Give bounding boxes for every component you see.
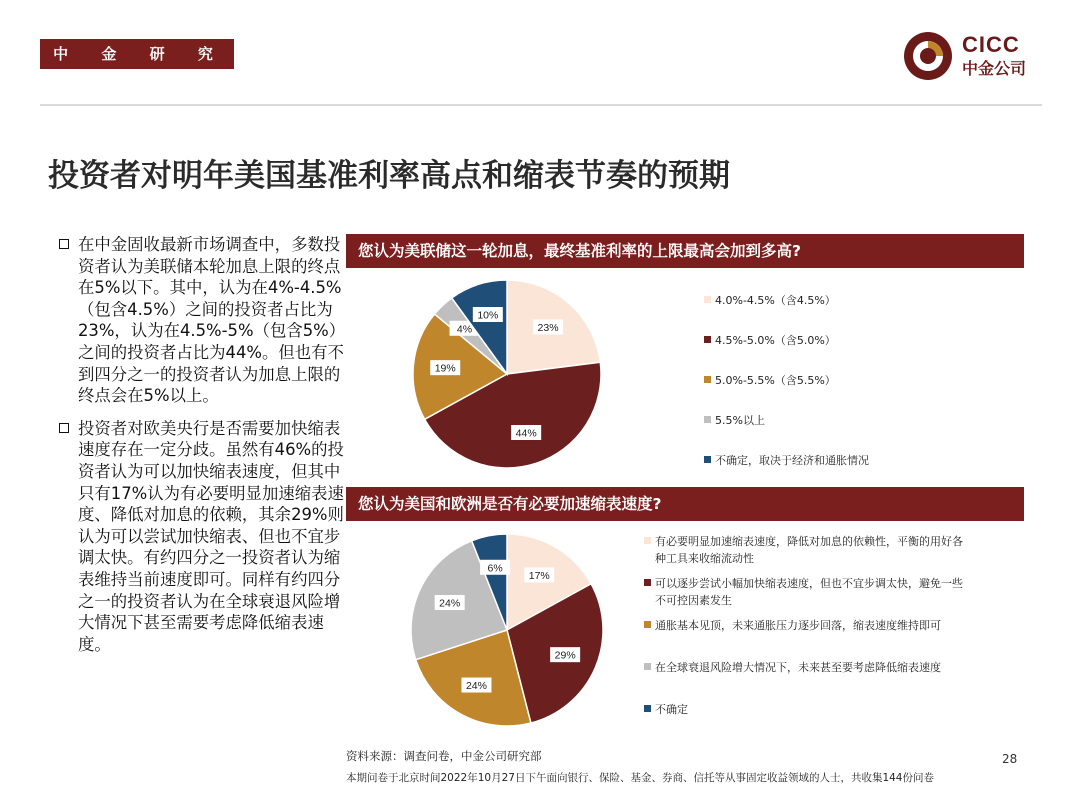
- legend-swatch: [704, 296, 711, 303]
- data-label: 10%: [477, 309, 499, 322]
- legend-label: 5.5%以上: [715, 414, 765, 427]
- legend-label: 在全球衰退风险增大情况下，未来甚至要考虑降低缩表速度: [655, 661, 941, 674]
- data-label: 24%: [439, 597, 461, 610]
- chart-title: 您认为美联储这一轮加息，最终基准利率的上限最高会加到多高?: [346, 234, 1024, 268]
- data-label: 29%: [554, 649, 576, 662]
- legend-label: 不确定，取决于经济和通胀情况: [715, 454, 869, 467]
- legend-label: 不确定: [655, 703, 688, 716]
- chart-title: 您认为美国和欧洲是否有必要加速缩表速度?: [346, 487, 1024, 521]
- data-label: 6%: [487, 562, 503, 575]
- legend-label: 通胀基本见顶，未来通胀压力逐步回落，缩表速度维持即可: [655, 619, 941, 632]
- source-note: 资料来源：调查问卷，中金公司研究部: [346, 749, 542, 763]
- bullet-item: [58, 234, 348, 407]
- legend-label: 4.0%-4.5%（含4.5%）: [715, 294, 836, 307]
- bullet-list: [58, 234, 348, 666]
- department-badge: 中 金 研 究 部: [40, 39, 234, 69]
- legend-qt-pace: [644, 533, 974, 723]
- legend-swatch: [644, 663, 651, 670]
- survey-note: 本期问卷于北京时间2022年10月27日下午面向银行、保险、基金、券商、信托等从事固定收益领域的人士，共收集144份问卷: [346, 772, 934, 784]
- data-label: 44%: [515, 427, 537, 440]
- data-label: 24%: [465, 680, 487, 693]
- square-bullet-icon: [59, 423, 69, 433]
- logo-text-cn: 中金公司: [962, 59, 1027, 78]
- header-divider: [40, 104, 1042, 106]
- cicc-logo: [900, 28, 1050, 84]
- page-number: 28: [1002, 752, 1018, 766]
- legend-swatch: [704, 416, 711, 423]
- legend-swatch: [704, 336, 711, 343]
- chart-panel-qt-pace: [346, 487, 1024, 521]
- legend-label: 有必要明显加速缩表速度，降低对加息的依赖性，平衡的用好各种工具来收缩流动性: [655, 535, 963, 565]
- legend-label: 4.5%-5.0%（含5.0%）: [715, 334, 836, 347]
- pie-chart-rate-ceiling: [400, 272, 615, 477]
- legend-swatch: [644, 537, 651, 544]
- bullet-text: 投资者对欧美央行是否需要加快缩表速度存在一定分歧。虽然有46%的投资者认为可以加快缩表速度，但其中只有17%认为有必要明显加速缩表速度、降低对加息的依赖，其余29%则认为可以尝试加快缩表、但也不宜步调太快。有约四分之一投资者认为缩表维持当前速度即可。同样有约四分之一的投资者认为在全球衰退风险增大情况下甚至需要考虑降低缩表速度。: [78, 418, 344, 654]
- legend-swatch: [644, 705, 651, 712]
- bullet-text: 在中金固收最新市场调查中，多数投资者认为美联储本轮加息上限的终点在5%以下。其中，认为在4%-4.5%（包含4.5%）之间的投资者占比为23%，认为在4.5%-5%（包含5%）之间的投资者占比为44%。但也有不到四分之一的投资者认为加息上限的终点会在5%以上。: [78, 235, 346, 406]
- page-title: 投资者对明年美国基准利率高点和缩表节奏的预期: [48, 158, 730, 194]
- logo-text-en: CICC: [962, 32, 1020, 57]
- legend-rate-ceiling: [704, 292, 1014, 477]
- chart-panel-rate-ceiling: [346, 234, 1024, 268]
- legend-swatch: [704, 456, 711, 463]
- legend-swatch: [644, 621, 651, 628]
- pie-chart-qt-pace: [400, 525, 615, 735]
- square-bullet-icon: [59, 239, 69, 249]
- bullet-item: [58, 418, 348, 656]
- legend-swatch: [644, 579, 651, 586]
- data-label: 17%: [528, 569, 550, 582]
- legend-swatch: [704, 376, 711, 383]
- legend-label: 可以逐步尝试小幅加快缩表速度，但也不宜步调太快，避免一些不可控因素发生: [655, 577, 963, 607]
- data-label: 23%: [537, 321, 559, 334]
- data-label: 19%: [434, 362, 456, 375]
- cicc-logo-mark-icon: [900, 28, 956, 84]
- data-label: 4%: [456, 323, 473, 336]
- legend-label: 5.0%-5.5%（含5.5%）: [715, 374, 836, 387]
